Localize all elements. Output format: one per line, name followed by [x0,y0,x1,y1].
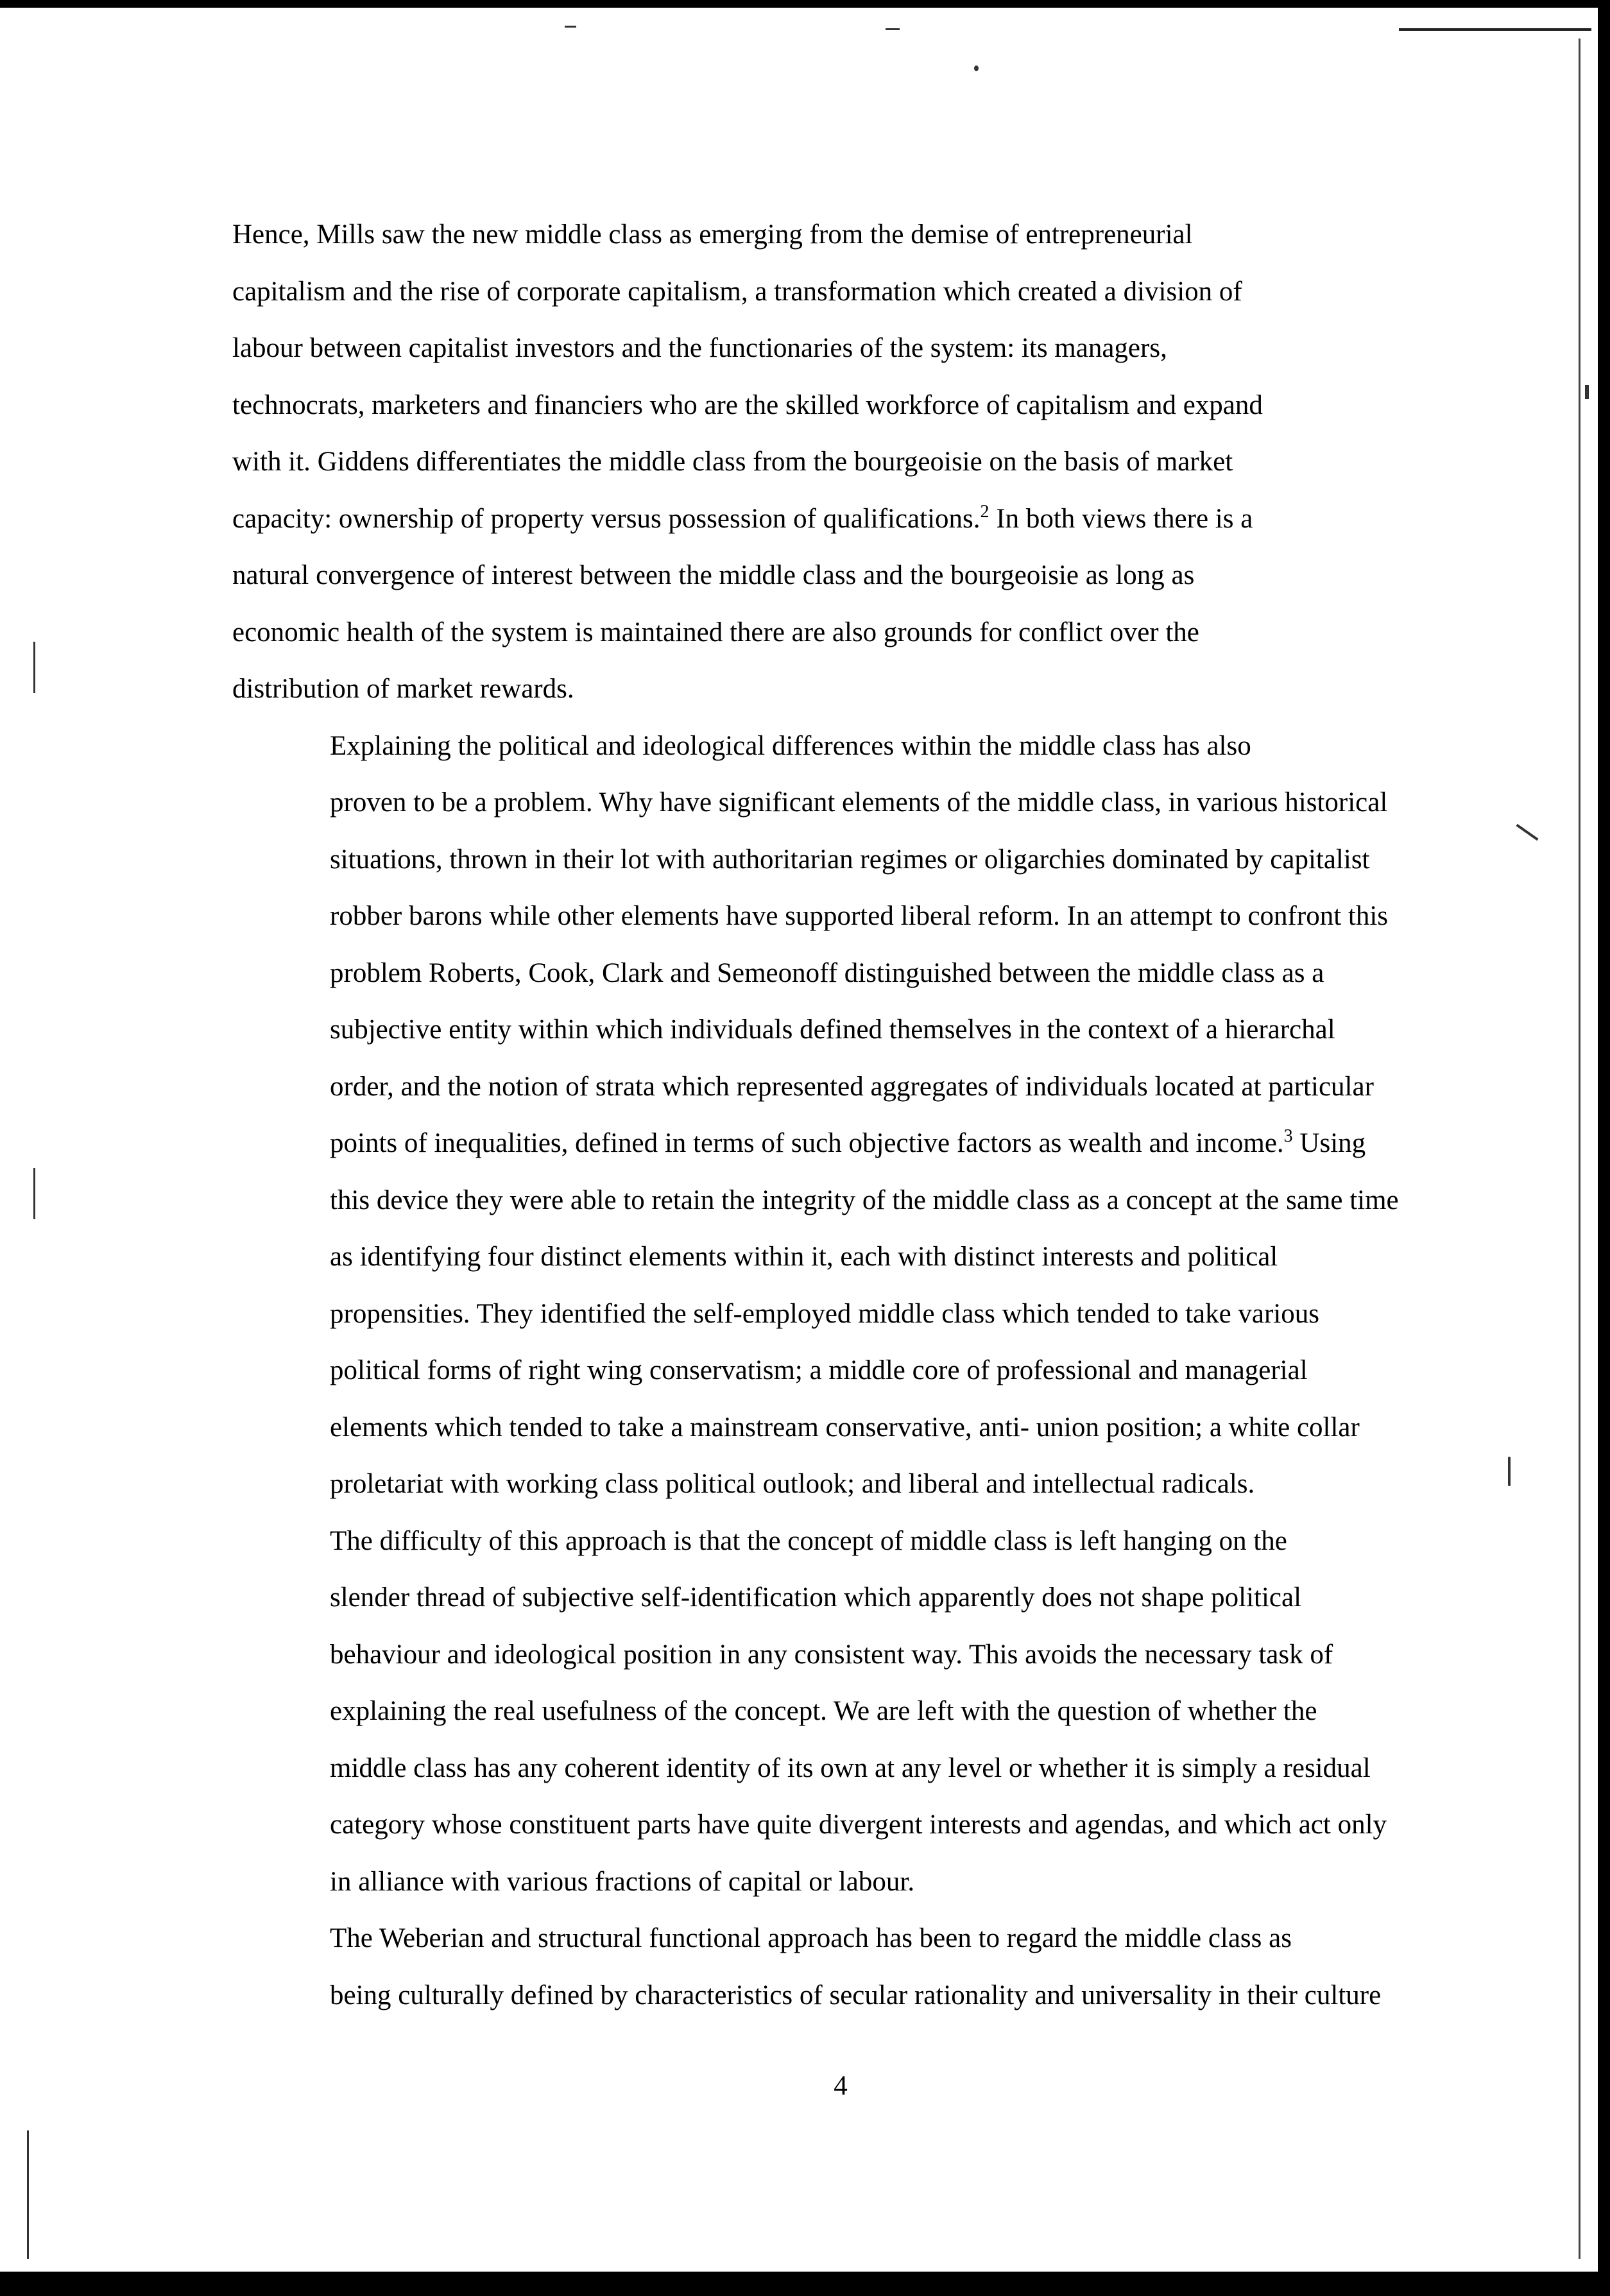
text-line [232,491,1464,548]
text-line [232,1400,1464,1457]
text-line [232,207,1464,264]
text-line [232,945,1464,1002]
line-text: problem Roberts, Cook, Clark and Semeonoff distinguished between the middle class as a [330,957,1324,988]
text-line [232,1229,1464,1286]
line-text: proven to be a problem. Why have significant elements of the middle class, in various historical [330,787,1388,818]
document-body [232,207,1464,2024]
line-text: being culturally defined by characteristics of secular rationality and universality in their culture [330,1980,1382,2010]
line-text: with it. Giddens differentiates the middle class from the bourgeoisie on the basis of market [232,447,1233,477]
scan-speck [1508,1457,1511,1486]
text-line [232,1059,1464,1116]
text-line [232,1002,1464,1059]
text-line [232,264,1464,321]
scan-artifact-line [1399,28,1591,31]
scan-speck [1585,385,1589,399]
page-number: 4 [834,2071,848,2101]
line-text: middle class has any coherent identity of its own at any level or whether it is simply a residual [330,1752,1371,1783]
scan-speck [27,2130,29,2259]
text-line [232,604,1464,662]
line-text: political forms of right wing conservatism; a middle core of professional and managerial [330,1355,1308,1385]
footnote-marker: 3 [1283,1126,1293,1146]
line-text: Hence, Mills saw the new middle class as emerging from the demise of entrepreneurial [232,219,1193,250]
scan-speck [1516,824,1538,841]
line-text: The difficulty of this approach is that the concept of middle class is left hanging on the [330,1525,1287,1556]
text-line [232,547,1464,604]
line-text: The Weberian and structural functional approach has been to regard the middle class as [330,1923,1292,1953]
line-text: technocrats, marketers and financiers who are the skilled workforce of capitalism and expand [232,390,1263,420]
paragraph [232,207,1464,718]
scan-speck [33,1168,35,1219]
text-line [232,1570,1464,1627]
text-line [232,1910,1464,1967]
line-text: situations, thrown in their lot with authoritarian regimes or oligarchies dominated by capitalist [330,844,1370,875]
text-line [232,1683,1464,1740]
text-line [232,320,1464,377]
text-line [232,1854,1464,1911]
paragraph [232,718,1464,1513]
line-text: Explaining the political and ideological differences within the middle class has also [330,730,1251,761]
scan-border-bottom [0,2272,1610,2296]
line-text: category whose constituent parts have quite divergent interests and agendas, and which act only [330,1810,1387,1840]
footnote-marker: 2 [980,501,989,522]
scan-speck [974,65,979,71]
text-line [232,1172,1464,1229]
scan-artifact-edge-line [1579,39,1580,2259]
text-line [232,718,1464,775]
line-text: points of inequalities, defined in terms of such objective factors as wealth and income. [330,1128,1284,1158]
line-text: explaining the real usefulness of the concept. We are left with the question of whether the [330,1696,1317,1726]
line-text-after-footnote: Using [1292,1128,1366,1158]
text-line [232,775,1464,832]
line-text: robber barons while other elements have supported liberal reform. In an attempt to confront this [330,901,1389,931]
paragraph [232,1910,1464,2024]
line-text: elements which tended to take a mainstream conservative, anti- union position; a white collar [330,1412,1360,1443]
line-text: slender thread of subjective self-identification which apparently does not shape political [330,1582,1302,1613]
text-line [232,832,1464,889]
line-text: subjective entity within which individuals defined themselves in the context of a hierarchal [330,1015,1335,1045]
scan-border-top [0,0,1610,8]
line-text: behaviour and ideological position in any consistent way. This avoids the necessary task of [330,1639,1333,1670]
text-line [232,1513,1464,1570]
text-line [232,888,1464,945]
line-text: this device they were able to retain the integrity of the middle class as a concept at the same time [330,1185,1399,1215]
text-line [232,1286,1464,1343]
text-line [232,1627,1464,1684]
text-line [232,1967,1464,2025]
text-line [232,434,1464,491]
scan-speck [33,642,35,693]
line-text: labour between capitalist investors and the functionaries of the system: its managers, [232,333,1167,363]
text-line [232,1342,1464,1400]
line-text: natural convergence of interest between the middle class and the bourgeoisie as long as [232,560,1195,590]
scan-speck [886,28,900,30]
text-line [232,377,1464,434]
line-text: distribution of market rewards. [232,674,574,704]
text-line [232,1740,1464,1797]
line-text: economic health of the system is maintained there are also grounds for conflict over the [232,617,1199,647]
line-text: order, and the notion of strata which represented aggregates of individuals located at particular [330,1071,1374,1102]
line-text: in alliance with various fractions of capital or labour. [330,1866,915,1897]
line-text: capitalism and the rise of corporate capitalism, a transformation which created a division of [232,276,1242,307]
line-text-after-footnote: In both views there is a [989,503,1253,534]
line-text: as identifying four distinct elements within it, each with distinct interests and political [330,1242,1278,1272]
text-line [232,1797,1464,1854]
text-line [232,1456,1464,1513]
paragraph [232,1513,1464,1911]
scan-border-right [1598,0,1610,2296]
line-text: propensities. They identified the self-employed middle class which tended to take various [330,1298,1320,1329]
line-text: proletariat with working class political outlook; and liberal and intellectual radicals. [330,1469,1255,1499]
line-text: capacity: ownership of property versus possession of qualifications. [232,503,981,534]
scan-speck [565,26,576,28]
text-line [232,1115,1464,1172]
text-line [232,661,1464,718]
